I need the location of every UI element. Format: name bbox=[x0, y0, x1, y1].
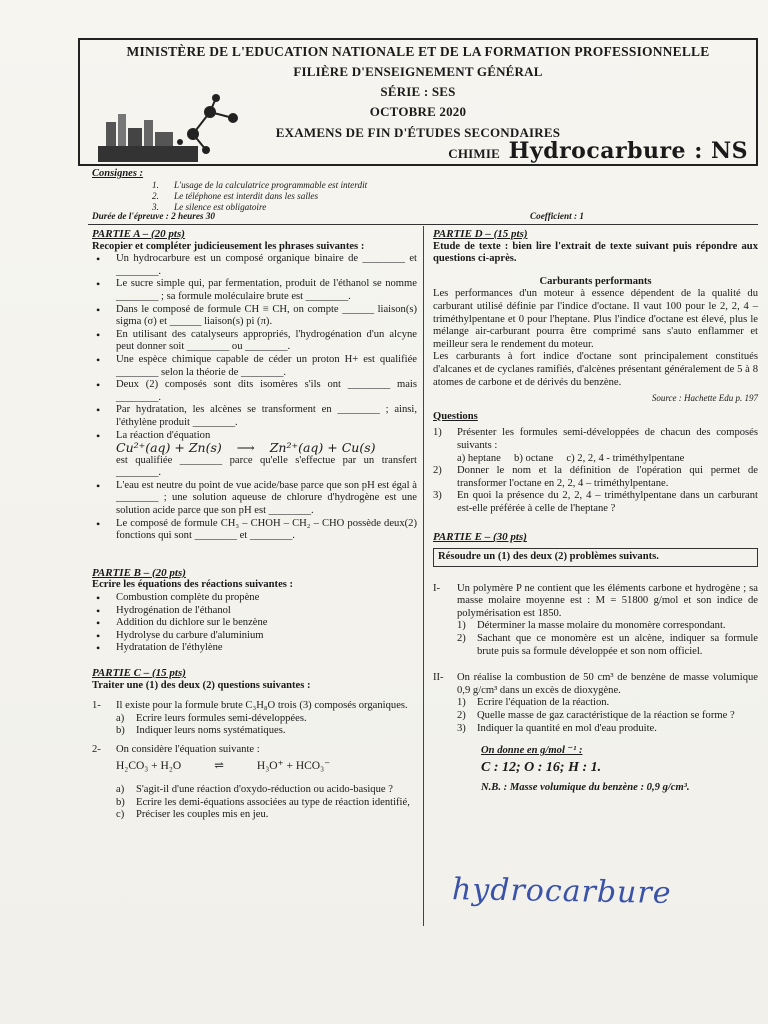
exam-coefficient: Coefficient : 1 bbox=[530, 211, 584, 221]
question: 3) En quoi la présence du 2, 2, 4 – triméthylpentane dans un carburant est-elle préférée à celle de l'heptane ? bbox=[433, 490, 758, 514]
list-item: • Deux (2) composés sont dits isomères s'ils ont ________ mais ________. bbox=[92, 379, 417, 404]
list-item: • Combustion complète du propène bbox=[92, 592, 417, 605]
list-item: • Hydrolyse du carbure d'aluminium bbox=[92, 630, 417, 643]
consignes-list bbox=[152, 180, 367, 213]
list-item: • Hydratation de l'éthylène bbox=[92, 642, 417, 655]
equation-right: Zn²⁺(aq) + Cu(s) bbox=[269, 440, 376, 456]
sub-question: a) Ecrire leurs formules semi-développées. bbox=[116, 712, 307, 724]
list-item: • Le sucre simple qui, par fermentation, produit de l'éthanol se nomme ________ ; sa formule moléculaire brute est ________. bbox=[92, 278, 417, 303]
subject-title: CHIMIE bbox=[448, 146, 500, 161]
question-1: 1- Il existe pour la formule brute C₃H₈O trois (3) composés organiques. bbox=[92, 700, 408, 712]
part-c-title: PARTIE C – (15 pts) bbox=[92, 667, 186, 679]
equation-left: Cu²⁺(aq) + Zn(s) bbox=[116, 440, 222, 456]
part-b-intro: Ecrire les équations des réactions suivantes : bbox=[92, 579, 294, 591]
part-a-intro: Recopier et compléter judicieusement les phrases suivantes : bbox=[92, 240, 365, 252]
left-column bbox=[92, 228, 417, 822]
part-b-list bbox=[92, 592, 417, 655]
part-d-title: PARTIE D – (15 pts) bbox=[433, 228, 528, 240]
sub-question: 2) Quelle masse de gaz caractéristique de la réaction se forme ? bbox=[457, 710, 735, 721]
divider bbox=[88, 224, 758, 225]
part-b-title: PARTIE B – (20 pts) bbox=[92, 566, 186, 579]
part-d-intro: Etude de texte : bien lire l'extrait de texte suivant puis répondre aux questions ci-après. bbox=[433, 240, 758, 265]
part-e-title: PARTIE E – (30 pts) bbox=[433, 531, 527, 544]
sub-question: 1) Ecrire l'équation de la réaction. bbox=[457, 697, 610, 709]
redox-equation bbox=[92, 442, 417, 455]
nb-note: N.B. : Masse volumique du benzène : 0,9 g/cm³. bbox=[481, 782, 690, 794]
exam-name: EXAMENS DE FIN D'ÉTUDES SECONDAIRES bbox=[275, 125, 561, 140]
filiere-title: FILIÈRE D'ENSEIGNEMENT GÉNÉRAL bbox=[293, 64, 543, 79]
sub-question: b) Ecrire les demi-équations associées au type de réaction identifié, bbox=[116, 796, 410, 808]
exam-duration: Durée de l'épreuve : 2 heures 30 bbox=[92, 211, 215, 221]
question: 2) Donner le nom et la définition de l'opération qui permet de transformer l'octane en 2, 2, 4 – triméthylpentane. bbox=[433, 465, 758, 489]
given-label: On donne en g/mol ⁻¹ : bbox=[481, 745, 583, 757]
list-item: • Dans le composé de formule CH ≡ CH, on compte ______ liaison(s) sigma (σ) et ______ liaison(s) pi (π). bbox=[92, 304, 417, 329]
consigne-item: 1. L'usage de la calculatrice programmable est interdit bbox=[152, 180, 368, 190]
part-c-intro: Traiter une (1) des deux (2) questions suivantes : bbox=[92, 679, 311, 691]
problem-2: II- On réalise la combustion de 50 cm³ de benzène de masse volumique 0,9 g/cm³ dans un excès de dioxygène. bbox=[433, 672, 758, 696]
problem-1: I- Un polymère P ne contient que les éléments carbone et hydrogène ; sa masse molaire moyenne est : M = 51800 g/mol et son indice de polymérisation est 1850. bbox=[433, 582, 758, 619]
sub-question: 3) Indiquer la quantité en mol d'eau produite. bbox=[457, 722, 657, 734]
acid-base-equation bbox=[92, 760, 417, 773]
reaction-tail: est qualifiée ________ parce qu'elle s'effectue par un transfert ________. bbox=[116, 454, 417, 479]
list-item: • Addition du dichlore sur le benzène bbox=[92, 617, 417, 630]
sub-question: 1) Déterminer la masse molaire du monomère correspondant. bbox=[457, 620, 726, 632]
text-paragraph: Les carburants à fort indice d'octane sont principalement constitués d'alcanes et de cyclanes ramifiés, d'alcènes présentant généralement de 5 à 8 atomes de carbone et de dérivés du benzène. bbox=[433, 351, 758, 388]
column-divider bbox=[423, 226, 424, 926]
chapter-title: Hydrocarbure : NS bbox=[508, 138, 748, 164]
sub-question: 2) Sachant que ce monomère est un alcène, indiquer sa formule brute puis sa formule développée et son nom officiel. bbox=[457, 633, 758, 657]
consigne-item: 2. Le téléphone est interdit dans les salles bbox=[152, 191, 319, 201]
consigne-item: 3. Le silence est obligatoire bbox=[152, 202, 267, 212]
part-a-list-cont bbox=[92, 480, 417, 543]
molar-masses: C : 12; O : 16; H : 1. bbox=[481, 759, 602, 775]
reaction-label: La réaction d'équation bbox=[116, 429, 211, 441]
equation-left: H₂CO₃ + H₂O bbox=[116, 759, 182, 772]
consignes-title: Consignes : bbox=[92, 168, 144, 179]
text-title: Carburants performants bbox=[539, 275, 652, 287]
sub-question: a) S'agit-il d'une réaction d'oxydo-réduction ou acido-basique ? bbox=[116, 784, 393, 796]
equation-right: H₃O⁺ + HCO₃⁻ bbox=[256, 759, 331, 772]
serie-title: SÉRIE : SES bbox=[380, 84, 456, 99]
list-item: • L'eau est neutre du point de vue acide/base parce que son pH est égal à ________ ; une solution aqueuse de chlorure d'hydrogène est une solution acide parce que son pH est ________. bbox=[92, 480, 417, 518]
list-item bbox=[92, 430, 417, 443]
text-paragraph: Les performances d'un moteur à essence dépendent de la qualité du carburant utilisé définie par l'indice d'octane. Il vaut 100 pour le 2, 2, 4 – triméthylpentane et 0 pour l'heptane. Plus l'indice d'octane est élevé, plus le mélange air-carburant pourra être comprimé sans s'auto enflammer et meilleur sera le rendement du moteur. bbox=[433, 288, 758, 350]
text-source: Source : Hachette Edu p. 197 bbox=[651, 393, 758, 404]
part-a-list bbox=[92, 253, 417, 442]
handwritten-note: hydrocarbure bbox=[451, 872, 672, 911]
list-item: • Hydrogénation de l'éthanol bbox=[92, 605, 417, 618]
arrow-icon: ⟶ bbox=[236, 440, 255, 456]
equilibrium-arrow-icon: ⇌ bbox=[214, 759, 224, 772]
list-item: • Un hydrocarbure est un composé organique binaire de ________ et ________. bbox=[92, 253, 417, 278]
question-2: 2- On considère l'équation suivante : bbox=[92, 743, 260, 755]
list-item: • Par hydratation, les alcènes se transforment en ________ ; ainsi, l'éthylène produit ________. bbox=[92, 404, 417, 429]
right-column bbox=[433, 228, 758, 795]
questions-title: Questions bbox=[433, 410, 478, 422]
exam-date: OCTOBRE 2020 bbox=[369, 104, 467, 119]
sub-question: c) Préciser les couples mis en jeu. bbox=[116, 809, 269, 821]
question: 1) Présenter les formules semi-développées de chacun des composés suivants : bbox=[433, 427, 758, 451]
question-options: a) heptane b) octane c) 2, 2, 4 - triméthylpentane bbox=[457, 452, 685, 464]
part-a-title: PARTIE A – (20 pts) bbox=[92, 228, 185, 240]
list-item: • En utilisant des catalyseurs appropriés, l'hydrogénation d'un alcyne peut donner soit ________ ou ________. bbox=[92, 329, 417, 354]
part-e-instruction: Résoudre un (1) des deux (2) problèmes suivants. bbox=[433, 548, 758, 567]
list-item: • Le composé de formule CH₃ – CHOH – CH₂ – CHO possède deux(2) fonctions qui sont ________ et ________. bbox=[92, 518, 417, 543]
list-item: • Une espèce chimique capable de céder un proton H+ est qualifiée ________ selon la théorie de ________. bbox=[92, 354, 417, 379]
ministry-title: MINISTÈRE DE L'EDUCATION NATIONALE ET DE LA FORMATION PROFESSIONNELLE bbox=[126, 44, 710, 59]
exam-header bbox=[78, 38, 758, 166]
sub-question: b) Indiquer leurs noms systématiques. bbox=[116, 725, 286, 737]
